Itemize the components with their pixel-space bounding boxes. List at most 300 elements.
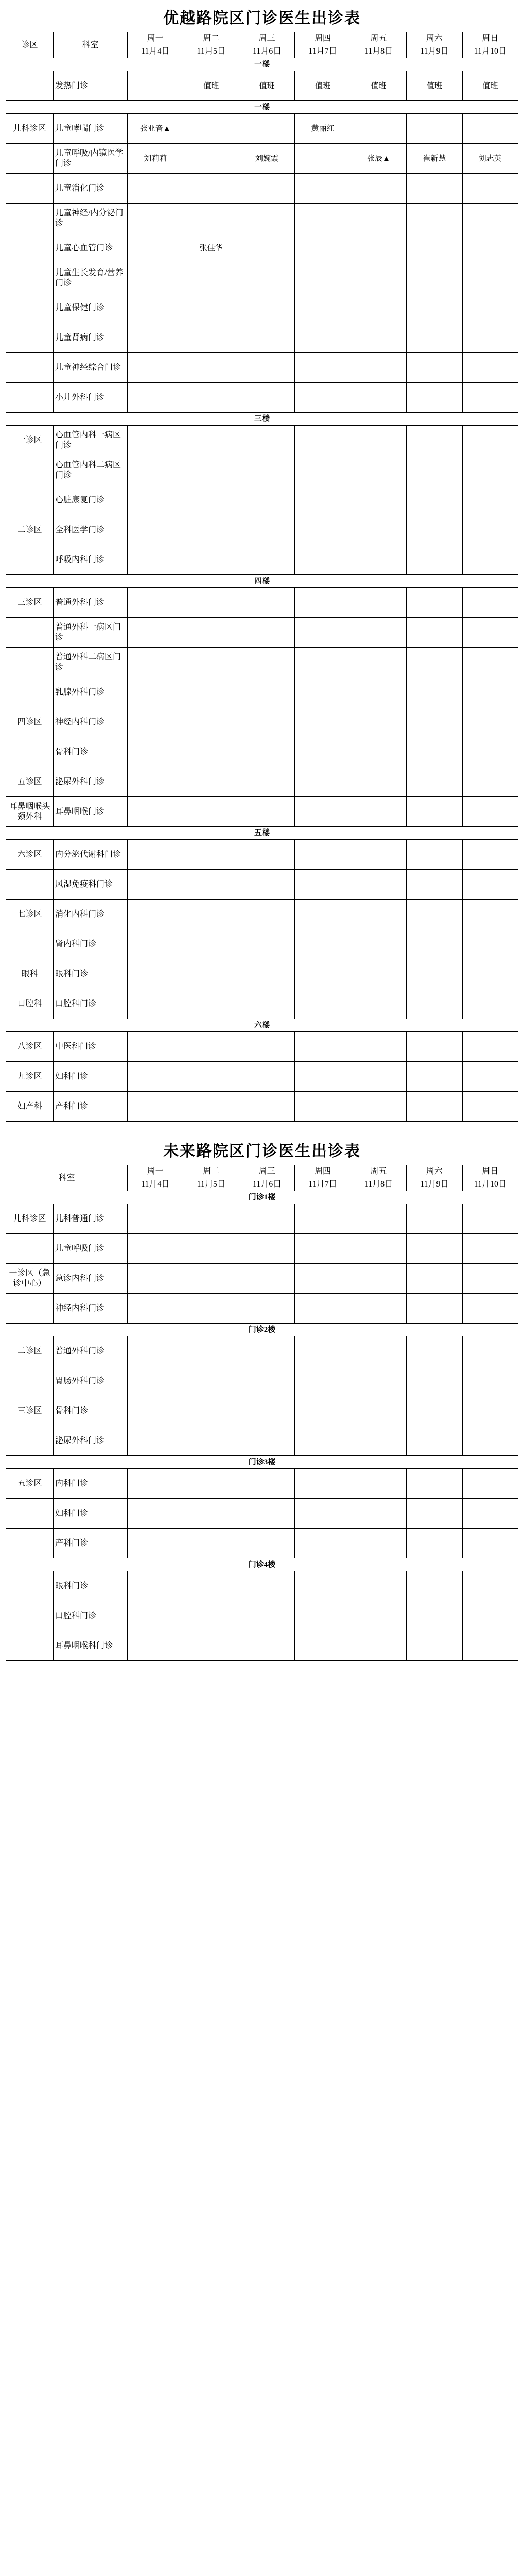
doctor-cell: [128, 648, 183, 677]
doctor-cell: [239, 323, 294, 353]
doctor-cell: [295, 797, 351, 827]
table-row: [6, 870, 518, 900]
floor-label: 六楼: [6, 1019, 518, 1032]
table-row: [6, 1264, 518, 1294]
doctor-cell: [351, 1571, 406, 1601]
day-header: 周五: [351, 1165, 406, 1178]
doctor-cell: [462, 1529, 518, 1558]
doctor-cell: [239, 929, 294, 959]
doctor-cell: [462, 114, 518, 144]
doctor-cell: [183, 1499, 239, 1529]
doctor-cell: [407, 1294, 462, 1324]
doctor-cell: [128, 1062, 183, 1092]
doctor-cell: [351, 648, 406, 677]
dept-cell: 儿童消化门诊: [54, 174, 128, 204]
table-row: [6, 1366, 518, 1396]
doctor-cell: [351, 1426, 406, 1456]
doctor-cell: [183, 383, 239, 413]
doctor-cell: [351, 707, 406, 737]
table-row: [6, 1336, 518, 1366]
floor-section-row: [6, 1558, 518, 1571]
area-cell: 二诊区: [6, 515, 54, 545]
area-cell: 四诊区: [6, 707, 54, 737]
floor-section-row: [6, 101, 518, 114]
schedule-b-title: 未来路院区门诊医生出诊表: [163, 1143, 361, 1160]
doctor-cell: [183, 204, 239, 233]
doctor-cell: [462, 989, 518, 1019]
area-cell: [6, 1294, 54, 1324]
table-row: [6, 648, 518, 677]
area-cell: 耳鼻咽喉头颈外科: [6, 797, 54, 827]
doctor-cell: [183, 840, 239, 870]
dept-cell: 普通外科门诊: [54, 1336, 128, 1366]
schedule-b-body: [6, 1191, 518, 1661]
doctor-cell: [128, 588, 183, 618]
area-cell: [6, 233, 54, 263]
doctor-cell: [462, 1336, 518, 1366]
area-cell: 五诊区: [6, 1469, 54, 1499]
doctor-cell: [462, 174, 518, 204]
doctor-cell: [183, 648, 239, 677]
dept-cell: 内科门诊: [54, 1469, 128, 1499]
floor-label: 一楼: [6, 101, 518, 114]
date-header: 11月6日: [239, 45, 294, 58]
doctor-cell: [128, 233, 183, 263]
dept-cell: 泌尿外科门诊: [54, 1426, 128, 1456]
doctor-cell: [351, 870, 406, 900]
doctor-cell: [462, 353, 518, 383]
table-row: [6, 1631, 518, 1661]
table-row: [6, 545, 518, 575]
doctor-cell: [407, 1469, 462, 1499]
doctor-cell: [407, 1529, 462, 1558]
doctor-cell: [462, 323, 518, 353]
dept-cell: 儿童保健门诊: [54, 293, 128, 323]
doctor-cell: [128, 929, 183, 959]
doctor-cell: [407, 677, 462, 707]
doctor-cell: [239, 1529, 294, 1558]
doctor-cell: [351, 114, 406, 144]
doctor-cell: [239, 455, 294, 485]
doctor-cell: [407, 1499, 462, 1529]
doctor-cell: [351, 485, 406, 515]
area-cell: [6, 618, 54, 648]
doctor-cell: [295, 707, 351, 737]
date-header: 11月10日: [462, 1178, 518, 1191]
area-cell: [6, 71, 54, 101]
schedule-b-header: [6, 1165, 518, 1191]
dept-cell: 儿童呼吸门诊: [54, 1234, 128, 1264]
table-row: [6, 1092, 518, 1122]
floor-section-row: [6, 1019, 518, 1032]
doctor-cell: [183, 1426, 239, 1456]
floor-label: 四楼: [6, 575, 518, 588]
doctor-cell: [128, 1264, 183, 1294]
day-header: 周六: [407, 1165, 462, 1178]
day-header: 周三: [239, 32, 294, 45]
doctor-cell: [128, 677, 183, 707]
doctor-cell: [295, 1032, 351, 1062]
doctor-cell: [462, 1204, 518, 1234]
schedule-a-title: 优越路院区门诊医生出诊表: [163, 10, 361, 27]
doctor-cell: [239, 959, 294, 989]
doctor-cell: 张佳华: [183, 233, 239, 263]
doctor-cell: [462, 1032, 518, 1062]
doctor-cell: [183, 1294, 239, 1324]
dept-cell: 心脏康复门诊: [54, 485, 128, 515]
doctor-cell: [128, 1336, 183, 1366]
doctor-cell: [128, 1396, 183, 1426]
doctor-cell: [128, 1294, 183, 1324]
doctor-cell: [295, 353, 351, 383]
dept-cell: 产科门诊: [54, 1529, 128, 1558]
doctor-cell: [295, 1499, 351, 1529]
day-header: 周三: [239, 1165, 294, 1178]
area-cell: [6, 1571, 54, 1601]
day-header: 周四: [295, 32, 351, 45]
area-cell: [6, 870, 54, 900]
schedule-a: [6, 0, 518, 1122]
doctor-cell: [183, 1092, 239, 1122]
dept-cell: 呼吸内科门诊: [54, 545, 128, 575]
doctor-cell: [295, 618, 351, 648]
doctor-cell: [183, 707, 239, 737]
table-row: [6, 1234, 518, 1264]
doctor-cell: [407, 455, 462, 485]
doctor-cell: [462, 1234, 518, 1264]
area-cell: 三诊区: [6, 588, 54, 618]
date-header: 11月7日: [295, 45, 351, 58]
doctor-cell: [239, 1366, 294, 1396]
date-header: 11月5日: [183, 1178, 239, 1191]
doctor-cell: [295, 959, 351, 989]
doctor-cell: 值班: [462, 71, 518, 101]
doctor-cell: [128, 767, 183, 797]
area-cell: 三诊区: [6, 1396, 54, 1426]
doctor-cell: [462, 1631, 518, 1661]
date-header: 11月9日: [407, 45, 462, 58]
area-cell: [6, 929, 54, 959]
doctor-cell: [183, 870, 239, 900]
doctor-cell: [295, 174, 351, 204]
doctor-cell: [351, 1062, 406, 1092]
doctor-cell: [128, 797, 183, 827]
table-row: [6, 293, 518, 323]
doctor-cell: [407, 383, 462, 413]
doctor-cell: [407, 870, 462, 900]
table-row: [6, 323, 518, 353]
dept-cell: 普通外科门诊: [54, 588, 128, 618]
doctor-cell: [239, 174, 294, 204]
dept-cell: 儿童神经综合门诊: [54, 353, 128, 383]
dept-cell: 普通外科二病区门诊: [54, 648, 128, 677]
date-header: 11月4日: [128, 1178, 183, 1191]
table-row: [6, 1294, 518, 1324]
doctor-cell: [351, 233, 406, 263]
dept-cell: 儿童呼吸/内镜医学门诊: [54, 144, 128, 174]
floor-section-row: [6, 827, 518, 840]
doctor-cell: [351, 1204, 406, 1234]
dept-cell: 儿童生长发育/营养门诊: [54, 263, 128, 293]
doctor-cell: [183, 545, 239, 575]
doctor-cell: [351, 1529, 406, 1558]
doctor-cell: [407, 840, 462, 870]
doctor-cell: [128, 840, 183, 870]
doctor-cell: [407, 515, 462, 545]
doctor-cell: [183, 1631, 239, 1661]
dept-cell: 神经内科门诊: [54, 1294, 128, 1324]
doctor-cell: [462, 204, 518, 233]
doctor-cell: [407, 1062, 462, 1092]
doctor-cell: [128, 204, 183, 233]
dept-cell: 全科医学门诊: [54, 515, 128, 545]
day-header: 周一: [128, 32, 183, 45]
area-cell: [6, 737, 54, 767]
doctor-cell: [239, 1336, 294, 1366]
area-cell: [6, 545, 54, 575]
doctor-cell: [462, 233, 518, 263]
doctor-cell: [183, 1529, 239, 1558]
doctor-cell: [351, 383, 406, 413]
doctor-cell: [239, 797, 294, 827]
dept-cell: 心血管内科二病区门诊: [54, 455, 128, 485]
schedule-a-header: [6, 32, 518, 58]
doctor-cell: [295, 648, 351, 677]
doctor-cell: [183, 618, 239, 648]
doctor-cell: [407, 900, 462, 929]
floor-section-row: [6, 1456, 518, 1469]
area-cell: [6, 677, 54, 707]
dept-cell: 中医科门诊: [54, 1032, 128, 1062]
area-cell: 一诊区（急诊中心）: [6, 1264, 54, 1294]
dept-cell: 胃肠外科门诊: [54, 1366, 128, 1396]
doctor-cell: [183, 1234, 239, 1264]
area-cell: [6, 1601, 54, 1631]
doctor-cell: [239, 293, 294, 323]
day-header: 周日: [462, 32, 518, 45]
doctor-cell: [183, 677, 239, 707]
doctor-cell: [128, 1092, 183, 1122]
floor-section-row: [6, 575, 518, 588]
dept-cell: 小儿外科门诊: [54, 383, 128, 413]
area-cell: [6, 1426, 54, 1456]
dept-cell: 神经内科门诊: [54, 707, 128, 737]
doctor-cell: [183, 1062, 239, 1092]
area-cell: 妇产科: [6, 1092, 54, 1122]
doctor-cell: [407, 618, 462, 648]
doctor-cell: [239, 1264, 294, 1294]
doctor-cell: [183, 174, 239, 204]
dept-cell: 产科门诊: [54, 1092, 128, 1122]
doctor-cell: [462, 959, 518, 989]
area-cell: 七诊区: [6, 900, 54, 929]
doctor-cell: [351, 426, 406, 455]
dept-cell: 儿童心血管门诊: [54, 233, 128, 263]
doctor-cell: [462, 870, 518, 900]
doctor-cell: 黄丽红: [295, 114, 351, 144]
table-row: [6, 797, 518, 827]
doctor-cell: [462, 1396, 518, 1426]
doctor-cell: [351, 1396, 406, 1426]
doctor-cell: [462, 455, 518, 485]
doctor-cell: [239, 677, 294, 707]
date-header: 11月9日: [407, 1178, 462, 1191]
doctor-cell: [128, 263, 183, 293]
doctor-cell: [407, 588, 462, 618]
table-row: [6, 1426, 518, 1456]
date-header: 11月4日: [128, 45, 183, 58]
dept-cell: 乳腺外科门诊: [54, 677, 128, 707]
doctor-cell: [295, 929, 351, 959]
doctor-cell: [183, 959, 239, 989]
doctor-cell: [128, 1204, 183, 1234]
area-cell: [6, 1529, 54, 1558]
table-row: [6, 929, 518, 959]
table-row: [6, 677, 518, 707]
dept-cell: 消化内科门诊: [54, 900, 128, 929]
dept-cell: 眼科门诊: [54, 1571, 128, 1601]
date-header: 11月7日: [295, 1178, 351, 1191]
doctor-cell: [462, 1499, 518, 1529]
area-cell: [6, 1631, 54, 1661]
doctor-cell: [351, 293, 406, 323]
doctor-cell: [462, 293, 518, 323]
doctor-cell: [183, 737, 239, 767]
doctor-cell: [128, 1469, 183, 1499]
doctor-cell: [407, 293, 462, 323]
doctor-cell: [183, 1204, 239, 1234]
doctor-cell: [462, 1601, 518, 1631]
doctor-cell: [462, 545, 518, 575]
table-row: [6, 1062, 518, 1092]
doctor-cell: [462, 1264, 518, 1294]
area-cell: 六诊区: [6, 840, 54, 870]
doctor-cell: [407, 767, 462, 797]
doctor-cell: [351, 1264, 406, 1294]
day-header: 周一: [128, 1165, 183, 1178]
doctor-cell: [295, 144, 351, 174]
doctor-cell: [295, 1062, 351, 1092]
doctor-cell: [183, 900, 239, 929]
schedule-b: [6, 1133, 518, 1661]
doctor-cell: [351, 515, 406, 545]
doctor-cell: [183, 1366, 239, 1396]
doctor-cell: [351, 174, 406, 204]
date-header: 11月6日: [239, 1178, 294, 1191]
doctor-cell: [295, 1631, 351, 1661]
doctor-cell: [128, 1529, 183, 1558]
doctor-cell: [128, 618, 183, 648]
doctor-cell: [295, 426, 351, 455]
floor-label: 五楼: [6, 827, 518, 840]
area-cell: 一诊区: [6, 426, 54, 455]
doctor-cell: [407, 1366, 462, 1396]
doctor-cell: [462, 1062, 518, 1092]
doctor-cell: [351, 767, 406, 797]
doctor-cell: [295, 1601, 351, 1631]
doctor-cell: [183, 989, 239, 1019]
doctor-cell: 刘莉莉: [128, 144, 183, 174]
dept-cell: 眼科门诊: [54, 959, 128, 989]
floor-label: 三楼: [6, 413, 518, 426]
doctor-cell: [128, 426, 183, 455]
area-column-header: 诊区: [6, 32, 54, 58]
doctor-cell: [183, 929, 239, 959]
day-header: 周日: [462, 1165, 518, 1178]
doctor-cell: [128, 293, 183, 323]
doctor-cell: [351, 797, 406, 827]
doctor-cell: [239, 485, 294, 515]
doctor-cell: [462, 900, 518, 929]
doctor-cell: [407, 323, 462, 353]
dept-cell: 肾内科门诊: [54, 929, 128, 959]
doctor-cell: [407, 1092, 462, 1122]
doctor-cell: [183, 455, 239, 485]
doctor-cell: [128, 959, 183, 989]
table-row: [6, 515, 518, 545]
doctor-cell: [351, 323, 406, 353]
doctor-cell: [295, 989, 351, 1019]
doctor-cell: 崔新慧: [407, 144, 462, 174]
doctor-cell: [407, 1204, 462, 1234]
table-row: [6, 144, 518, 174]
doctor-cell: [183, 1032, 239, 1062]
area-cell: 眼科: [6, 959, 54, 989]
floor-label: 门诊3楼: [6, 1456, 518, 1469]
dept-column-header: 科室: [6, 1165, 128, 1191]
area-cell: [6, 293, 54, 323]
doctor-cell: [128, 1234, 183, 1264]
doctor-cell: [128, 515, 183, 545]
dept-cell: 骨科门诊: [54, 737, 128, 767]
schedule-b-table: [6, 1165, 518, 1661]
doctor-cell: [239, 989, 294, 1019]
doctor-cell: [128, 1366, 183, 1396]
doctor-cell: [295, 1426, 351, 1456]
doctor-cell: [295, 737, 351, 767]
doctor-cell: [351, 677, 406, 707]
dept-cell: 口腔科门诊: [54, 1601, 128, 1631]
doctor-cell: [128, 737, 183, 767]
table-row: [6, 1396, 518, 1426]
doctor-cell: [239, 1294, 294, 1324]
doctor-cell: 张辰▲: [351, 144, 406, 174]
doctor-cell: [407, 1571, 462, 1601]
area-cell: [6, 1234, 54, 1264]
doctor-cell: [295, 588, 351, 618]
doctor-cell: [239, 545, 294, 575]
doctor-cell: [295, 1571, 351, 1601]
date-header: 11月8日: [351, 1178, 406, 1191]
doctor-cell: [295, 1092, 351, 1122]
table-row: [6, 840, 518, 870]
area-cell: [6, 455, 54, 485]
doctor-cell: [462, 1366, 518, 1396]
doctor-cell: [239, 1092, 294, 1122]
table-row: [6, 353, 518, 383]
table-row: [6, 618, 518, 648]
table-row: [6, 114, 518, 144]
table-row: [6, 767, 518, 797]
doctor-cell: [295, 545, 351, 575]
doctor-cell: 刘志英: [462, 144, 518, 174]
day-header: 周二: [183, 1165, 239, 1178]
area-cell: 二诊区: [6, 1336, 54, 1366]
doctor-cell: [239, 383, 294, 413]
day-header: 周六: [407, 32, 462, 45]
doctor-cell: [295, 870, 351, 900]
doctor-cell: [407, 263, 462, 293]
